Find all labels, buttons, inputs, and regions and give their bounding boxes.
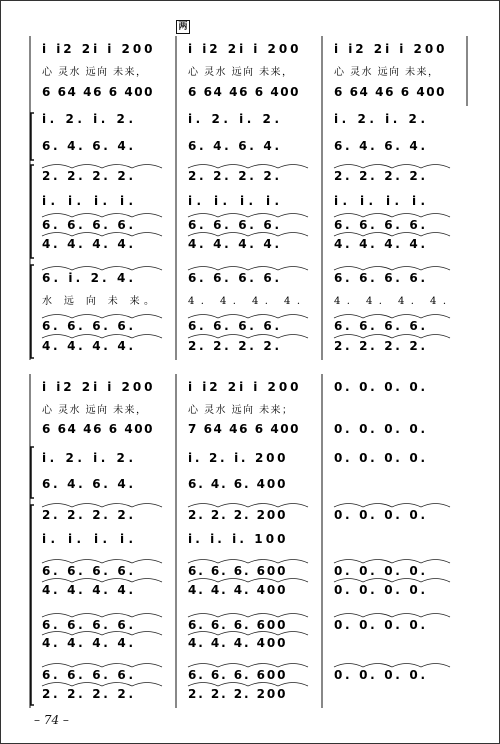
tie-arc	[334, 614, 363, 618]
tie-arc	[363, 335, 392, 339]
tie-arc	[334, 579, 363, 583]
note-line: i. 2. i. 2.	[334, 112, 425, 126]
note-line: 2. 2. 2. 200	[188, 687, 286, 701]
note-line: 2. 2. 2. 2.	[334, 339, 425, 353]
tie-arc	[102, 335, 132, 339]
tie-arc	[188, 560, 218, 564]
note-line: 0. 0. 0. 0.	[334, 508, 425, 522]
tie-arc	[421, 579, 450, 583]
note-line: i i2 2i i 200	[42, 380, 153, 394]
tie-arc	[188, 683, 218, 687]
note-line: 6 64 46 6 400	[334, 85, 445, 99]
tie-arc	[248, 683, 278, 687]
tie-arc	[278, 560, 308, 564]
note-line: 6. 6. 6. 6.	[42, 319, 133, 333]
tie-arc	[188, 614, 218, 618]
tie-arc	[363, 165, 392, 169]
tie-arc	[278, 614, 308, 618]
note-line: 6. i. 2. 4.	[42, 271, 133, 285]
group-bracket	[31, 265, 34, 358]
note-line: 6. 6. 6. 600	[188, 564, 286, 578]
note-line: 0. 0. 0. 0.	[334, 583, 425, 597]
tie-arc	[132, 233, 162, 237]
tie-arc	[72, 560, 102, 564]
tie-arc	[248, 335, 278, 339]
note-line: 0. 0. 0. 0.	[334, 422, 425, 436]
tie-arc	[132, 504, 162, 508]
tie-arc	[42, 335, 72, 339]
lyric-line: 水 远 向 未 来。	[42, 296, 154, 307]
tie-arc	[102, 214, 132, 218]
note-line: 4. 4. 4. 400	[188, 583, 286, 597]
note-line: 2. 2. 2. 2.	[188, 339, 279, 353]
tie-arc	[248, 267, 278, 271]
note-line: 2. 2. 2. 200	[188, 508, 286, 522]
tie-arc	[334, 315, 363, 319]
tie-arc	[392, 335, 421, 339]
tie-arc	[72, 632, 102, 636]
tie-arc	[42, 579, 72, 583]
tie-arc	[363, 614, 392, 618]
tie-arc	[218, 165, 248, 169]
note-line: 0. 0. 0. 0.	[334, 618, 425, 632]
note-line: 6. 4. 6. 400	[188, 477, 286, 491]
lyric-line: 4. 4. 4. 4.	[334, 296, 446, 307]
tie-arc	[132, 614, 162, 618]
tie-arc	[392, 165, 421, 169]
note-line: 2. 2. 2. 2.	[42, 687, 133, 701]
note-line: 4. 4. 4. 4.	[42, 583, 133, 597]
note-line: 6. 6. 6. 600	[188, 668, 286, 682]
tie-arc	[248, 664, 278, 668]
tie-arc	[218, 614, 248, 618]
tie-arc	[278, 632, 308, 636]
tie-arc	[248, 579, 278, 583]
note-line: 2. 2. 2. 2.	[42, 169, 133, 183]
tie-arc	[42, 664, 72, 668]
tie-arc	[42, 315, 72, 319]
tie-arc	[334, 335, 363, 339]
group-bracket	[31, 447, 34, 498]
note-line: 0. 0. 0. 0.	[334, 668, 425, 682]
tie-arc	[72, 267, 102, 271]
note-line: 4. 4. 4. 400	[188, 636, 286, 650]
tie-arc	[218, 560, 248, 564]
tie-arc	[102, 267, 132, 271]
tie-arc	[421, 315, 450, 319]
group-bracket	[31, 505, 34, 705]
note-line: i. 2. i. 2.	[42, 451, 133, 465]
note-line: 4. 4. 4. 4.	[42, 237, 133, 251]
tie-arc	[278, 335, 308, 339]
lyric-line: 心 灵水 远向 未来，	[42, 67, 146, 78]
tie-arc	[421, 664, 450, 668]
note-line: 6. 4. 6. 4.	[188, 139, 279, 153]
tie-arc	[72, 315, 102, 319]
tie-arc	[102, 579, 132, 583]
tie-arc	[421, 165, 450, 169]
tie-arc	[363, 315, 392, 319]
note-line: i. i. i. i.	[188, 194, 279, 208]
note-line: i i2 2i i 200	[42, 42, 153, 56]
tie-arc	[42, 632, 72, 636]
tie-arc	[188, 165, 218, 169]
tie-arc	[188, 504, 218, 508]
tie-arc	[392, 214, 421, 218]
tie-arc	[392, 614, 421, 618]
tie-arc	[132, 214, 162, 218]
note-line: i. i. i. 100	[188, 532, 286, 546]
note-line: i i2 2i i 200	[188, 380, 299, 394]
rehearsal-mark: 两	[176, 20, 190, 34]
tie-arc	[188, 315, 218, 319]
note-line: 6 64 46 6 400	[42, 422, 153, 436]
tie-arc	[392, 267, 421, 271]
note-line: 0. 0. 0. 0.	[334, 451, 425, 465]
tie-arc	[248, 315, 278, 319]
tie-arc	[363, 233, 392, 237]
note-line: 6. 6. 6. 600	[188, 618, 286, 632]
tie-arc	[278, 504, 308, 508]
tie-arc	[132, 267, 162, 271]
tie-arc	[334, 165, 363, 169]
tie-arc	[42, 233, 72, 237]
tie-arc	[278, 579, 308, 583]
note-line: 6. 6. 6. 6.	[188, 271, 279, 285]
note-line: i. i. i. i.	[42, 194, 133, 208]
note-line: 6. 6. 6. 6.	[334, 218, 425, 232]
tie-arc	[218, 214, 248, 218]
tie-arc	[392, 579, 421, 583]
tie-arc	[188, 632, 218, 636]
note-line: i. i. i. i.	[334, 194, 425, 208]
tie-arc	[334, 504, 363, 508]
tie-arc	[218, 579, 248, 583]
tie-arc	[72, 579, 102, 583]
tie-arc	[392, 315, 421, 319]
tie-arc	[278, 683, 308, 687]
tie-arc	[188, 335, 218, 339]
note-line: 6 64 46 6 400	[42, 85, 153, 99]
tie-arc	[218, 664, 248, 668]
note-line: 6 64 46 6 400	[188, 85, 299, 99]
tie-arc	[392, 664, 421, 668]
tie-arc	[102, 614, 132, 618]
tie-arc	[334, 267, 363, 271]
tie-arc	[248, 632, 278, 636]
tie-arc	[72, 664, 102, 668]
system-2	[30, 374, 450, 708]
tie-arc	[218, 267, 248, 271]
tie-arc	[102, 233, 132, 237]
tie-arc	[188, 267, 218, 271]
tie-arc	[72, 504, 102, 508]
tie-arc	[392, 560, 421, 564]
tie-arc	[278, 315, 308, 319]
tie-arc	[421, 233, 450, 237]
lyric-line: 4. 4. 4. 4.	[188, 296, 300, 307]
note-line: 0. 0. 0. 0.	[334, 380, 425, 394]
tie-arc	[421, 267, 450, 271]
tie-arc	[278, 664, 308, 668]
note-line: i. 2. i. 2.	[188, 112, 279, 126]
tie-arc	[392, 504, 421, 508]
note-line: 4. 4. 4. 4.	[188, 237, 279, 251]
lyric-line: 心 灵水 远向 未来，	[334, 67, 438, 78]
tie-arc	[72, 683, 102, 687]
tie-arc	[421, 214, 450, 218]
tie-arc	[334, 214, 363, 218]
tie-arc	[102, 664, 132, 668]
note-line: 6. 6. 6. 6.	[334, 319, 425, 333]
note-line: 6. 6. 6. 6.	[42, 618, 133, 632]
tie-arc	[248, 560, 278, 564]
note-line: i. 2. i. 200	[188, 451, 286, 465]
tie-arc	[218, 335, 248, 339]
note-line: 2. 2. 2. 2.	[334, 169, 425, 183]
tie-arc	[42, 267, 72, 271]
tie-arc	[218, 315, 248, 319]
note-line: 4. 4. 4. 4.	[334, 237, 425, 251]
tie-arc	[132, 683, 162, 687]
tie-arc	[248, 165, 278, 169]
note-line: 6. 6. 6. 6.	[42, 668, 133, 682]
note-line: 6. 6. 6. 6.	[42, 564, 133, 578]
note-line: 6. 6. 6. 6.	[188, 218, 279, 232]
tie-arc	[248, 614, 278, 618]
tie-arc	[334, 560, 363, 564]
tie-arc	[363, 579, 392, 583]
system-1	[30, 36, 467, 360]
note-line: 0. 0. 0. 0.	[334, 564, 425, 578]
tie-arc	[42, 504, 72, 508]
note-line: i. 2. i. 2.	[42, 112, 133, 126]
lyric-line: 心 灵水 远向 未来，	[42, 405, 146, 416]
group-bracket	[31, 165, 34, 258]
group-bracket	[31, 113, 34, 160]
tie-arc	[218, 632, 248, 636]
tie-arc	[248, 233, 278, 237]
tie-arc	[363, 214, 392, 218]
tie-arc	[72, 165, 102, 169]
tie-arc	[102, 315, 132, 319]
tie-arc	[218, 683, 248, 687]
tie-arc	[278, 233, 308, 237]
tie-arc	[278, 267, 308, 271]
tie-arc	[218, 504, 248, 508]
tie-arc	[421, 560, 450, 564]
tie-arc	[188, 214, 218, 218]
note-line: 6. 4. 6. 4.	[42, 477, 133, 491]
tie-arc	[132, 165, 162, 169]
note-line: 4. 4. 4. 4.	[42, 339, 133, 353]
note-line: 2. 2. 2. 2.	[188, 169, 279, 183]
lyric-line: 心 灵水 远向 未来，	[188, 67, 292, 78]
tie-arc	[392, 233, 421, 237]
page-number: – 74 –	[34, 713, 69, 727]
tie-arc	[363, 267, 392, 271]
tie-arc	[363, 664, 392, 668]
tie-arc	[421, 614, 450, 618]
note-line: 6. 6. 6. 6.	[334, 271, 425, 285]
tie-arc	[102, 504, 132, 508]
tie-arc	[132, 560, 162, 564]
tie-arc	[363, 560, 392, 564]
tie-arc	[248, 214, 278, 218]
tie-arc	[72, 614, 102, 618]
note-line: 7 64 46 6 400	[188, 422, 299, 436]
tie-arc	[42, 560, 72, 564]
tie-arc	[132, 579, 162, 583]
tie-arc	[278, 214, 308, 218]
tie-arc	[363, 504, 392, 508]
tie-arc	[188, 233, 218, 237]
tie-arc	[132, 632, 162, 636]
note-line: i i2 2i i 200	[188, 42, 299, 56]
note-line: 2. 2. 2. 2.	[42, 508, 133, 522]
tie-arc	[132, 335, 162, 339]
tie-arc	[102, 683, 132, 687]
tie-arc	[72, 233, 102, 237]
tie-arc	[132, 315, 162, 319]
note-line: 6. 4. 6. 4.	[334, 139, 425, 153]
tie-arc	[188, 579, 218, 583]
tie-arc	[132, 664, 162, 668]
tie-arc	[102, 165, 132, 169]
tie-arc	[218, 233, 248, 237]
tie-arc	[42, 214, 72, 218]
tie-arc	[334, 664, 363, 668]
tie-arc	[72, 214, 102, 218]
tie-arc	[42, 165, 72, 169]
note-line: 6. 6. 6. 6.	[188, 319, 279, 333]
tie-arc	[102, 632, 132, 636]
note-line: i i2 2i i 200	[334, 42, 445, 56]
tie-arc	[188, 664, 218, 668]
tie-arc	[278, 165, 308, 169]
tie-arc	[72, 335, 102, 339]
tie-arc	[421, 335, 450, 339]
tie-arc	[334, 233, 363, 237]
lyric-line: 心 灵水 远向 未来；	[188, 405, 292, 416]
tie-arc	[421, 504, 450, 508]
note-line: 6. 6. 6. 6.	[42, 218, 133, 232]
note-line: i. i. i. i.	[42, 532, 133, 546]
tie-arc	[42, 614, 72, 618]
tie-arc	[248, 504, 278, 508]
tie-arc	[42, 683, 72, 687]
note-line: 6. 4. 6. 4.	[42, 139, 133, 153]
tie-arc	[102, 560, 132, 564]
note-line: 4. 4. 4. 4.	[42, 636, 133, 650]
